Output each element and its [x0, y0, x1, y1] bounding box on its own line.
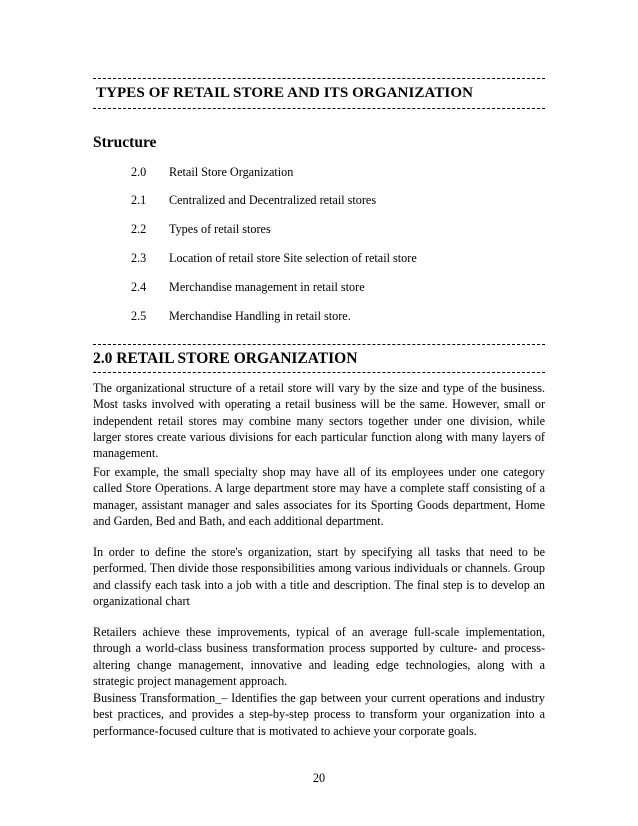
- toc-item: [131, 309, 351, 324]
- toc-item-number: 2.4: [131, 280, 147, 294]
- toc-item-number: 2.3: [131, 251, 147, 265]
- body-paragraph: The organizational structure of a retail store will vary by the size and type of the business. Most tasks involved with operating a retail business will be the same. However, small or independent retail stores may combine many sectors together under one division, while larger stores create various divisions for each particular function along with many layers of management.: [93, 381, 545, 461]
- page-number: 20: [312, 771, 326, 785]
- toc-item-text: Location of retail store Site selection of retail store: [169, 251, 417, 265]
- toc-item-text: Retail Store Organization: [169, 165, 294, 179]
- toc-item-number: 2.5: [131, 309, 147, 323]
- body-paragraph: Retailers achieve these improvements, typical of an average full-scale implementation, through a world-class business transformation process supported by culture- and process-altering change management, innovative and leading edge technologies, along with a strategic project management approach.: [93, 625, 545, 688]
- dashed-rule: [93, 372, 545, 373]
- section-heading: 2.0 RETAIL STORE ORGANIZATION: [93, 350, 358, 367]
- toc-item: [131, 280, 365, 295]
- toc-item-text: Merchandise Handling in retail store.: [169, 309, 351, 323]
- body-paragraph: Business Transformation_– Identifies the gap between your current operations and industry best practices, and provides a step-by-step process to transform your organization into a performance-focused culture that is motivated to achieve your corporate goals.: [93, 691, 545, 738]
- toc-item: [131, 222, 271, 237]
- toc-item: [131, 193, 376, 208]
- toc-item-text: Types of retail stores: [169, 222, 271, 236]
- structure-heading: Structure: [93, 134, 157, 151]
- toc-item-text: Merchandise management in retail store: [169, 280, 365, 294]
- page-title: TYPES OF RETAIL STORE AND ITS ORGANIZATION: [96, 85, 474, 101]
- body-paragraph: For example, the small specialty shop may have all of its employees under one category called Store Operations. A large department store may have a complete staff consisting of a manager, assistant manager and sales associates for its Sporting Goods department, Home and Garden, Bed and Bath, and each additional department.: [93, 465, 545, 528]
- dashed-rule: [93, 78, 545, 79]
- toc-item: [131, 251, 417, 266]
- toc-item: [131, 165, 293, 180]
- toc-item-text: Centralized and Decentralized retail stores: [169, 193, 377, 207]
- body-paragraph: In order to define the store's organization, start by specifying all tasks that need to be performed. Then divide those responsibilities among various individuals or channels. Group and classify each task into a job with a title and description. The final step is to develop an organizational chart: [93, 545, 545, 608]
- toc-item-number: 2.1: [131, 193, 147, 207]
- dashed-rule: [93, 108, 545, 109]
- dashed-rule: [93, 344, 545, 345]
- toc-item-number: 2.2: [131, 222, 147, 236]
- toc-item-number: 2.0: [131, 165, 147, 179]
